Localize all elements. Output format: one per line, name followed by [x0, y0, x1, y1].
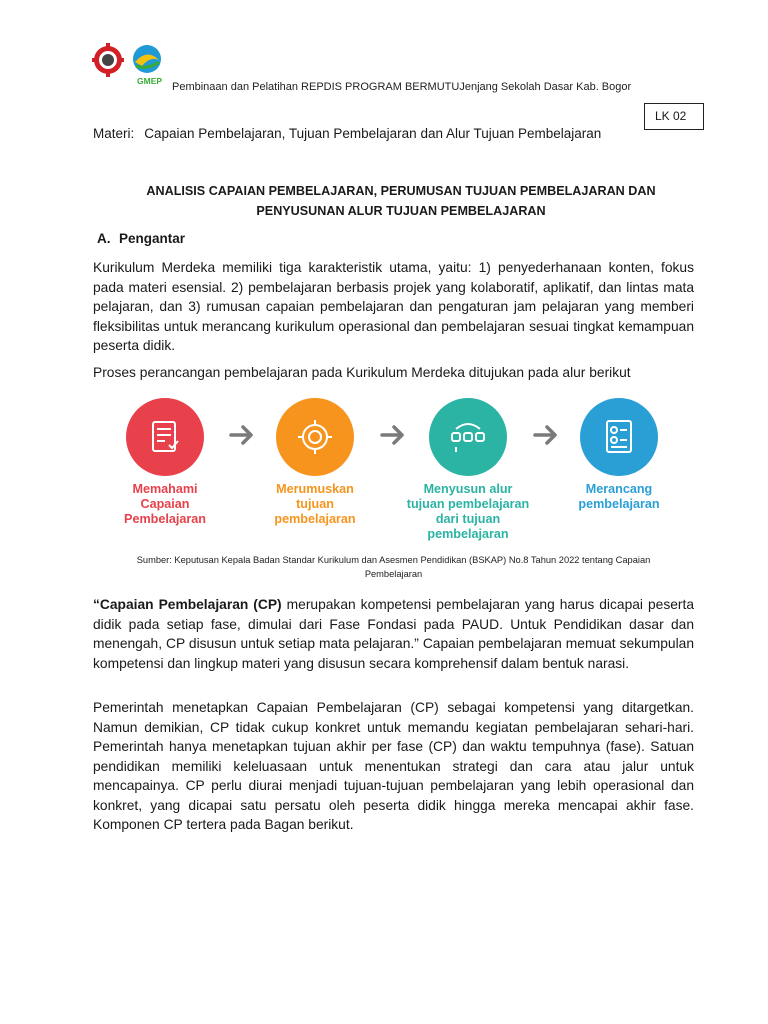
document-checklist-icon — [145, 417, 185, 457]
cp-paragraph — [93, 595, 694, 673]
label-line: Memahami — [132, 482, 198, 496]
sequence-icon — [448, 417, 488, 457]
cp-term: “Capaian Pembelajaran (CP) — [93, 597, 282, 612]
flow-step-4-label — [544, 482, 694, 512]
label-line: Pembelajaran — [124, 512, 206, 526]
cp-definition: merupakan kompetensi pembelajaran yang harus dicapai peserta didik pada setiap fase, dimulai dari Fase Fondasi pada PAUD. Untuk Pendidikan dasar dan menengah, CP disusun untuk setiap mata pelajaran.” Capaian pembelajaran memuat sekumpulan kompetensi dan lingkup materi yang disusun secara komprehensif dalam bentuk narasi. — [93, 597, 694, 671]
flow-arrow-icon — [229, 424, 255, 446]
gear-logo-icon — [92, 42, 172, 92]
flow-step-3-circle — [429, 398, 507, 476]
flow-step-1-label — [90, 482, 240, 527]
label-line: Merancang — [585, 482, 653, 496]
header-logos — [92, 42, 172, 92]
flow-arrow-icon — [533, 424, 559, 446]
label-line: tujuan pembelajaran — [406, 497, 530, 511]
section-title: Pengantar — [119, 231, 186, 246]
lk-code-box: LK 02 — [644, 103, 704, 130]
header-org-line: Pembinaan dan Pelatihan REPDIS PROGRAM BERMUTUJenjang Sekolah Dasar Kab. Bogor — [172, 81, 632, 93]
page-title — [93, 181, 709, 221]
flow-step-1-circle — [126, 398, 204, 476]
materi-value: Capaian Pembelajaran, Tujuan Pembelajaran dan Alur Tujuan Pembelajaran — [144, 126, 602, 141]
flow-step-3-label — [393, 482, 543, 542]
flow-step-4-circle — [580, 398, 658, 476]
label-line: pembelajaran — [578, 497, 660, 511]
target-icon — [295, 417, 335, 457]
title-line-2: PENYUSUNAN ALUR TUJUAN PEMBELAJARAN — [256, 204, 546, 218]
label-line: Menyusun alur — [423, 482, 513, 496]
title-line-1: ANALISIS CAPAIAN PEMBELAJARAN, PERUMUSAN TUJUAN PEMBELAJARAN DAN — [146, 184, 656, 198]
source-caption — [93, 554, 694, 581]
intro-paragraph: Kurikulum Merdeka memiliki tiga karakteristik utama, yaitu: 1) penyederhanaan konten, fokus pada materi esensial. 2) pembelajaran berbasis projek yang kolaboratif, aplikatif, dan lintas mata pelajaran, dan 3) rumusan capaian pembelajaran dan pengaturan jam pelajaran yang memberi fleksibilitas untuk merancang kurikulum operasional dan pembelajaran sesuai tingkat kemampuan peserta didik. — [93, 260, 694, 353]
materi-line — [93, 126, 601, 141]
section-number: A. — [97, 231, 111, 246]
process-paragraph: Proses perancangan pembelajaran pada Kurikulum Merdeka ditujukan pada alur berikut — [93, 365, 631, 380]
label-line: pembelajaran — [274, 512, 356, 526]
logo-text: GMEP — [137, 76, 163, 86]
flow-step-2-circle — [276, 398, 354, 476]
materi-label: Materi: — [93, 126, 135, 141]
source-line-1: Sumber: Keputusan Kepala Badan Standar Kurikulum dan Asesmen Pendidikan (BSKAP) No.8 Tahun 2022 tentang Capaian — [136, 555, 651, 565]
label-line: dari tujuan — [435, 512, 501, 526]
label-line: pembelajaran — [427, 527, 509, 541]
source-line-2: Pembelajaran — [364, 568, 423, 579]
flow-arrow-icon — [380, 424, 406, 446]
government-paragraph: Pemerintah menetapkan Capaian Pembelajaran (CP) sebagai kompetensi yang ditargetkan. Namun demikian, CP tidak cukup konkret untuk memandu kegiatan pembelajaran sehari-hari. Pemerintah hanya menetapkan tujuan akhir per fase (CP) dan waktu tempuhnya (fase). Satuan pendidikan memiliki keleluasaan untuk menentukan strategi dan cara atau jalur untuk mencapainya. CP perlu diurai menjadi tujuan-tujuan pembelajaran yang lebih operasional dan konkret, yang dicapai satu persatu oleh peserta didik hingga mereka mencapai akhir fase. Komponen CP tertera pada Bagan berikut. — [93, 700, 694, 832]
plan-document-icon — [599, 417, 639, 457]
label-line: Capaian — [140, 497, 190, 511]
label-line: tujuan — [296, 497, 334, 511]
label-line: Merumuskan — [276, 482, 354, 496]
process-flow — [93, 394, 694, 544]
section-heading — [97, 231, 185, 246]
flow-step-2-label — [240, 482, 390, 527]
